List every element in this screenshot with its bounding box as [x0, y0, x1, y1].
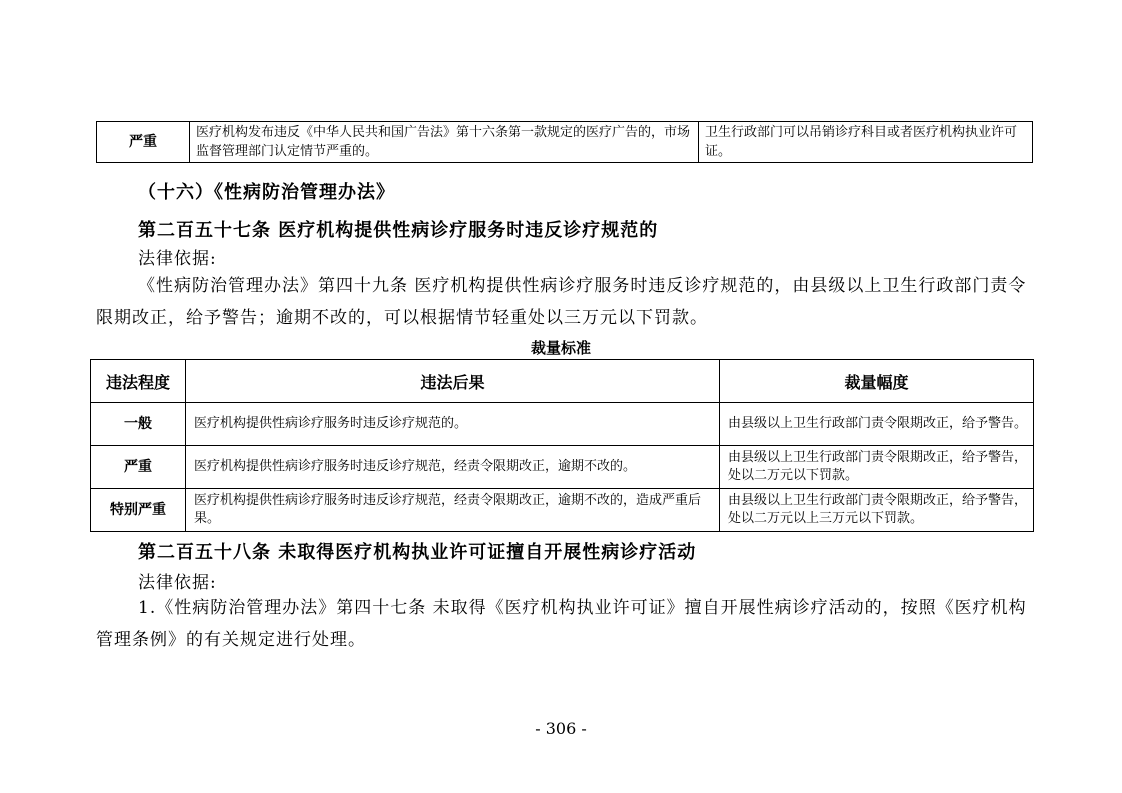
- table-row: [91, 446, 1034, 489]
- section-title: （十六）《性病防治管理办法》: [138, 182, 395, 203]
- header-penalty-range: 裁量幅度: [720, 360, 1034, 403]
- violation-level-cell: 严重: [91, 446, 186, 489]
- article-258-title: 第二百五十八条 未取得医疗机构执业许可证擅自开展性病诊疗活动: [138, 542, 697, 563]
- violation-level-cell: 一般: [91, 403, 186, 446]
- header-consequence: 违法后果: [186, 360, 720, 403]
- discretion-standard-table: [90, 359, 1034, 532]
- penalty-cell: 由县级以上卫生行政部门责令限期改正，给予警告。: [720, 403, 1034, 446]
- consequence-cell: 医疗机构发布违反《中华人民共和国广告法》第十六条第一款规定的医疗广告的，市场监督管理部门认定情节严重的。: [190, 122, 699, 163]
- continued-discretion-table: [96, 121, 1033, 163]
- table-row: [97, 122, 1033, 163]
- article-258-basis-text: 1.《性病防治管理办法》第四十七条 未取得《医疗机构执业许可证》擅自开展性病诊疗活动的，按照《医疗机构管理条例》的有关规定进行处理。: [96, 598, 1027, 650]
- table-row: [91, 489, 1034, 532]
- discretion-standard-caption: 裁量标准: [530, 339, 591, 357]
- penalty-cell: 由县级以上卫生行政部门责令限期改正，给予警告，处以二万元以上三万元以下罚款。: [720, 489, 1034, 532]
- page-number: - 306 -: [535, 719, 587, 738]
- violation-level-cell: 特别严重: [91, 489, 186, 532]
- article-257-basis-label: 法律依据:: [138, 249, 217, 269]
- consequence-cell: 医疗机构提供性病诊疗服务时违反诊疗规范，经责令限期改正，逾期不改的。: [186, 446, 720, 489]
- article-258-basis-label: 法律依据:: [138, 573, 217, 593]
- table-row: [91, 403, 1034, 446]
- penalty-cell: 卫生行政部门可以吊销诊疗科目或者医疗机构执业许可证。: [699, 122, 1033, 163]
- header-violation-level: 违法程度: [91, 360, 186, 403]
- article-257-basis-text: 《性病防治管理办法》第四十九条 医疗机构提供性病诊疗服务时违反诊疗规范的，由县级以上卫生行政部门责令限期改正，给予警告；逾期不改的，可以根据情节轻重处以三万元以下罚款。: [96, 276, 1027, 328]
- consequence-cell: 医疗机构提供性病诊疗服务时违反诊疗规范的。: [186, 403, 720, 446]
- table-header-row: [91, 360, 1034, 403]
- violation-level-cell: 严重: [97, 122, 190, 163]
- consequence-cell: 医疗机构提供性病诊疗服务时违反诊疗规范，经责令限期改正，逾期不改的，造成严重后果。: [186, 489, 720, 532]
- article-257-title: 第二百五十七条 医疗机构提供性病诊疗服务时违反诊疗规范的: [138, 220, 659, 241]
- penalty-cell: 由县级以上卫生行政部门责令限期改正，给予警告，处以二万元以下罚款。: [720, 446, 1034, 489]
